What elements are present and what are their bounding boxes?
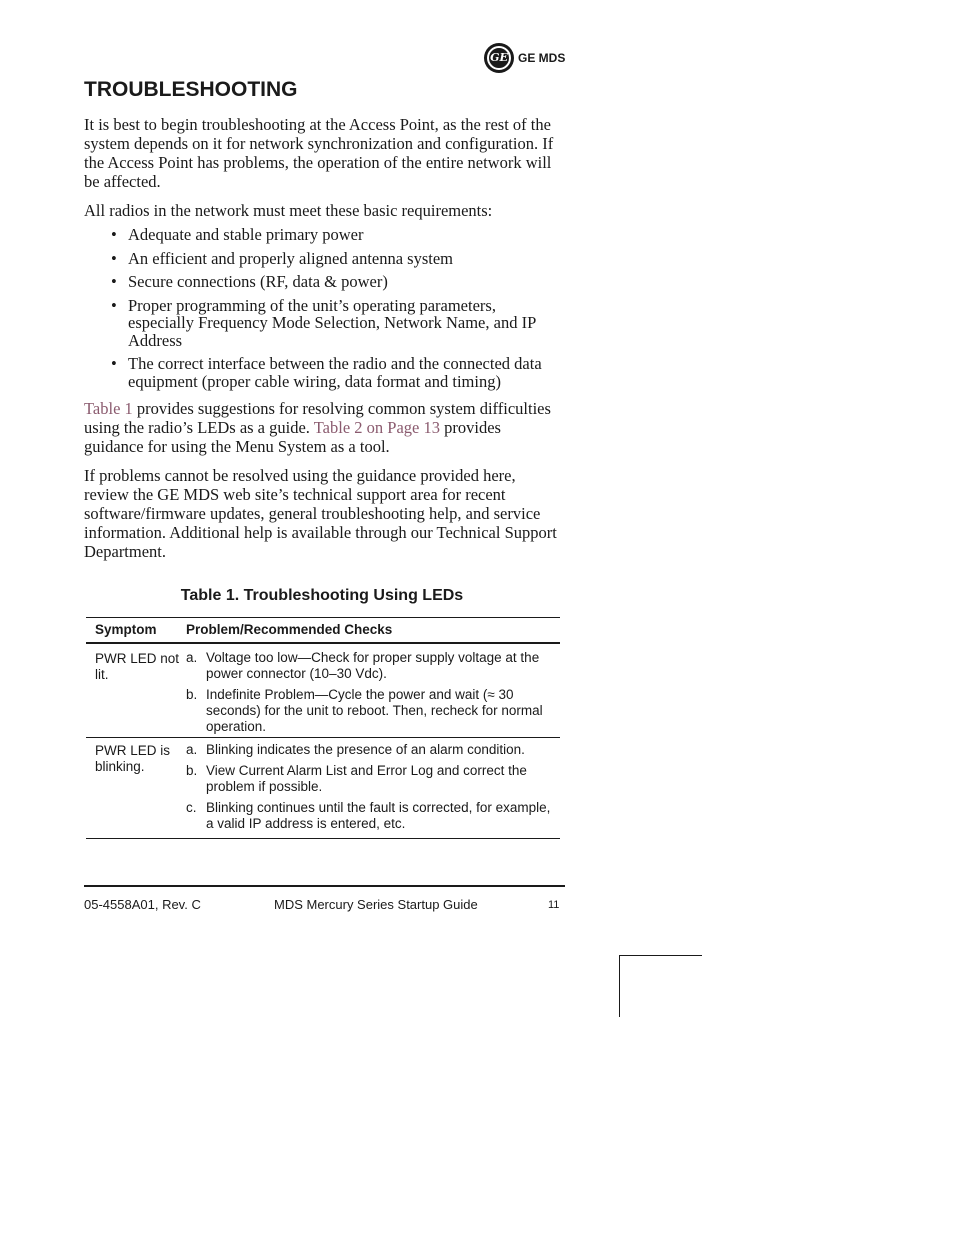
list-item: • Adequate and stable primary power [111, 225, 364, 244]
check-item: a. Blinking indicates the presence of an alarm condition. [186, 742, 525, 757]
requirements-list [111, 226, 563, 396]
check-item: a. Voltage too low—Check for proper supply voltage at the power connector (10–30 Vdc). [186, 650, 540, 681]
page-number: 11 [548, 899, 560, 911]
footer-divider [84, 885, 565, 887]
column-header-checks: Problem/Recommended Checks [186, 622, 393, 637]
table-header-row [86, 618, 560, 644]
table-row [86, 644, 560, 738]
table-row [86, 738, 560, 839]
requirements-intro: All radios in the network must meet these basic requirements: [84, 201, 493, 220]
section-heading: TROUBLESHOOTING [84, 78, 298, 101]
check-item: c. Blinking continues until the fault is corrected, for example, a valid IP address is entered, etc. [186, 800, 551, 831]
list-item: • Proper programming of the unit’s operating parameters, especially Frequency Mode Selection, Network Name, and IP Address [111, 295, 536, 350]
symptom-cell: PWR LED is blinking. [95, 743, 171, 774]
column-header-symptom: Symptom [95, 622, 157, 637]
ge-mds-logo [484, 43, 565, 73]
crop-mark-vertical [619, 955, 620, 1017]
doc-number: 05-4558A01, Rev. C [84, 897, 201, 912]
intro-paragraph: It is best to begin troubleshooting at the Access Point, as the rest of the system depends on it for network synchronization and configuration. If the Access Point has problems, the operation of the entire network will be affected. [84, 115, 554, 191]
table-title: Table 1. Troubleshooting Using LEDs [180, 587, 464, 604]
support-paragraph: If problems cannot be resolved using the guidance provided here, review the GE MDS web site’s technical support area for recent software/firmware updates, general troubleshooting help, and service information. Additional help is available through our Technical Support Department. [84, 466, 557, 561]
list-item: • The correct interface between the radio and the connected data equipment (proper cable wiring, data format and timing) [111, 354, 542, 391]
list-item: • An efficient and properly aligned antenna system [111, 248, 454, 268]
table1-link[interactable]: Table 1 [84, 399, 133, 418]
troubleshooting-table [86, 617, 560, 839]
symptom-cell: PWR LED not lit. [95, 651, 180, 682]
list-item: • Secure connections (RF, data & power) [111, 272, 388, 291]
guide-title: MDS Mercury Series Startup Guide [274, 897, 478, 912]
ge-monogram-icon: GE [484, 43, 514, 73]
brand-name: GE MDS [518, 51, 566, 65]
check-item: b. Indefinite Problem—Cycle the power and wait (≈ 30 seconds) for the unit to reboot. Then, recheck for normal operation. [186, 687, 543, 734]
check-item: b. View Current Alarm List and Error Log and correct the problem if possible. [186, 763, 527, 794]
checks-cell [186, 742, 560, 834]
crop-mark-horizontal [619, 955, 702, 956]
checks-cell [186, 650, 560, 733]
table-reference-paragraph: Table 1 provides suggestions for resolving common system difficulties using the radio’s LEDs as a guide. Table 2 on Page 13 provides guidance for using the Menu System as a tool. [84, 399, 551, 456]
table2-link[interactable]: Table 2 on Page 13 [313, 418, 440, 437]
